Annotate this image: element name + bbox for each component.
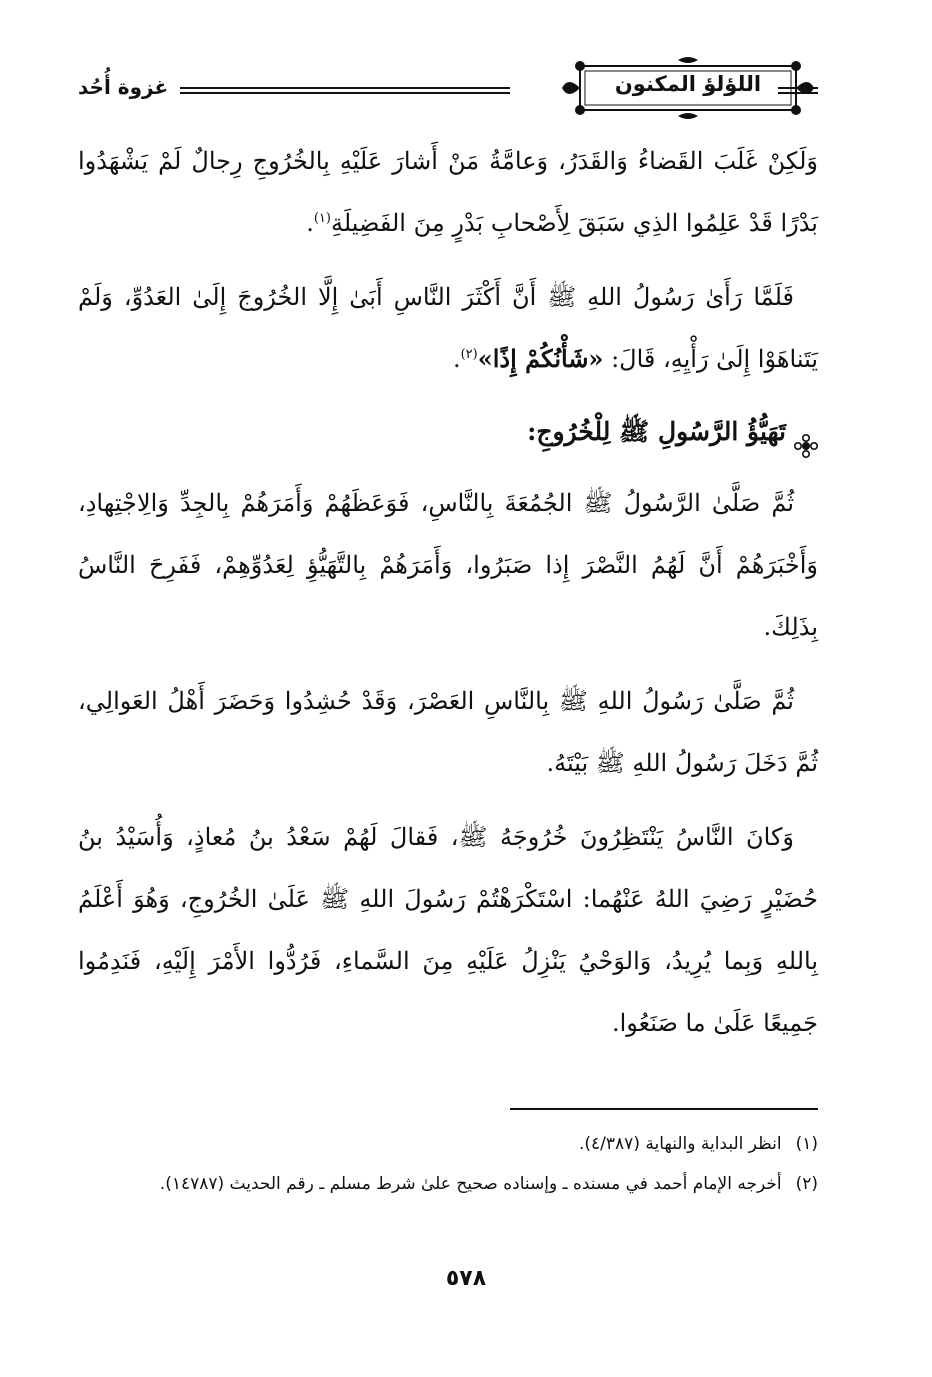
footnote-ref-2: (٢) <box>460 347 478 362</box>
footnote <box>78 1164 818 1204</box>
flower-icon <box>794 420 818 444</box>
prophet-quote: «شَأْنُكُمْ إِذًا» <box>477 344 604 373</box>
paragraph-5 <box>78 806 818 1054</box>
footnote-number: (٢) <box>795 1174 818 1194</box>
paragraph-1-text: وَلَكِنْ غَلَبَ القَضاءُ وَالقَدَرُ، وَعامَّةُ مَنْ أَشارَ عَلَيْهِ بِالخُرُوجِ رِجالٌ لَمْ يَشْهَدُوا بَدْرًا قَدْ عَلِمُوا الذِي سَبَقَ لِأَصْحابِ بَدْرٍ مِنَ الفَضِيلَةِ <box>78 147 818 237</box>
book-title: اللؤلؤ المكنون <box>614 72 762 96</box>
paragraph-2-text: فَلَمَّا رَأَىٰ رَسُولُ اللهِ ﷺ أَنَّ أَكْثَرَ النَّاسِ أَبَىٰ إِلَّا الخُرُوجَ إِلَىٰ العَدُوِّ، وَلَمْ يَتَناهَوْا إِلَىٰ رَأْيِهِ، قَالَ: <box>78 283 818 373</box>
paragraph-2-end: . <box>452 345 461 373</box>
footnote-separator <box>510 1108 818 1110</box>
paragraph-1 <box>78 130 818 254</box>
section-heading-text: تَهَيُّؤُ الرَّسُولِ ﷺ لِلْخُرُوجِ: <box>527 417 786 446</box>
running-header <box>78 56 818 120</box>
footnote-ref-1: (١) <box>313 211 331 226</box>
footnote-text: انظر البداية والنهاية (٤/٣٨٧). <box>579 1134 782 1154</box>
paragraph-3-text: ثُمَّ صَلَّىٰ الرَّسُولُ ﷺ الجُمُعَةَ بِالنَّاسِ، فَوَعَظَهُمْ وَأَمَرَهُمْ بِالجِدِّ وَالِاجْتِهادِ، وَأَخْبَرَهُمْ أَنَّ لَهُمُ النَّصْرَ إِذا صَبَرُوا، وَأَمَرَهُمْ بِالتَّهَيُّؤِ لِعَدُوِّهِمْ، فَفَرِحَ النَّاسُ بِذَلِكَ. <box>78 489 818 641</box>
footnote-number: (١) <box>795 1134 818 1154</box>
footnotes <box>78 1124 818 1204</box>
paragraph-2 <box>78 266 818 390</box>
page-number: ٥٧٨ <box>445 1266 487 1291</box>
book-title-cartouche <box>558 56 818 120</box>
main-text <box>78 130 818 1066</box>
section-heading <box>78 402 818 462</box>
footnote <box>78 1124 818 1164</box>
paragraph-1-end: . <box>306 209 314 237</box>
paragraph-4 <box>78 670 818 794</box>
header-rule-left <box>180 87 510 94</box>
paragraph-3 <box>78 472 818 658</box>
chapter-title: غزوة أُحُد <box>78 75 169 99</box>
paragraph-5-text: وَكانَ النَّاسُ يَنْتَظِرُونَ خُرُوجَهُ ﷺ، فَقالَ لَهُمْ سَعْدُ بنُ مُعاذٍ، وَأُسَيْدُ بنُ حُضَيْرٍ رَضِيَ اللهُ عَنْهُما: اسْتَكْرَهْتُمْ رَسُولَ اللهِ ﷺ عَلَىٰ الخُرُوجِ، وَهُوَ أَعْلَمُ بِاللهِ وَبِما يُرِيدُ، وَالوَحْيُ يَنْزِلُ عَلَيْهِ مِنَ السَّماءِ، فَرُدُّوا الأَمْرَ إِلَيْهِ، فَنَدِمُوا جَمِيعًا عَلَىٰ ما صَنَعُوا. <box>78 823 818 1037</box>
footnote-text: أخرجه الإمام أحمد في مسنده ـ وإسناده صحيح علىٰ شرط مسلم ـ رقم الحديث (١٤٧٨٧). <box>159 1174 782 1194</box>
paragraph-4-text: ثُمَّ صَلَّىٰ رَسُولُ اللهِ ﷺ بِالنَّاسِ العَصْرَ، وَقَدْ حُشِدُوا وَحَضَرَ أَهْلُ العَوالِي، ثُمَّ دَخَلَ رَسُولُ اللهِ ﷺ بَيْتَهُ. <box>78 687 818 777</box>
